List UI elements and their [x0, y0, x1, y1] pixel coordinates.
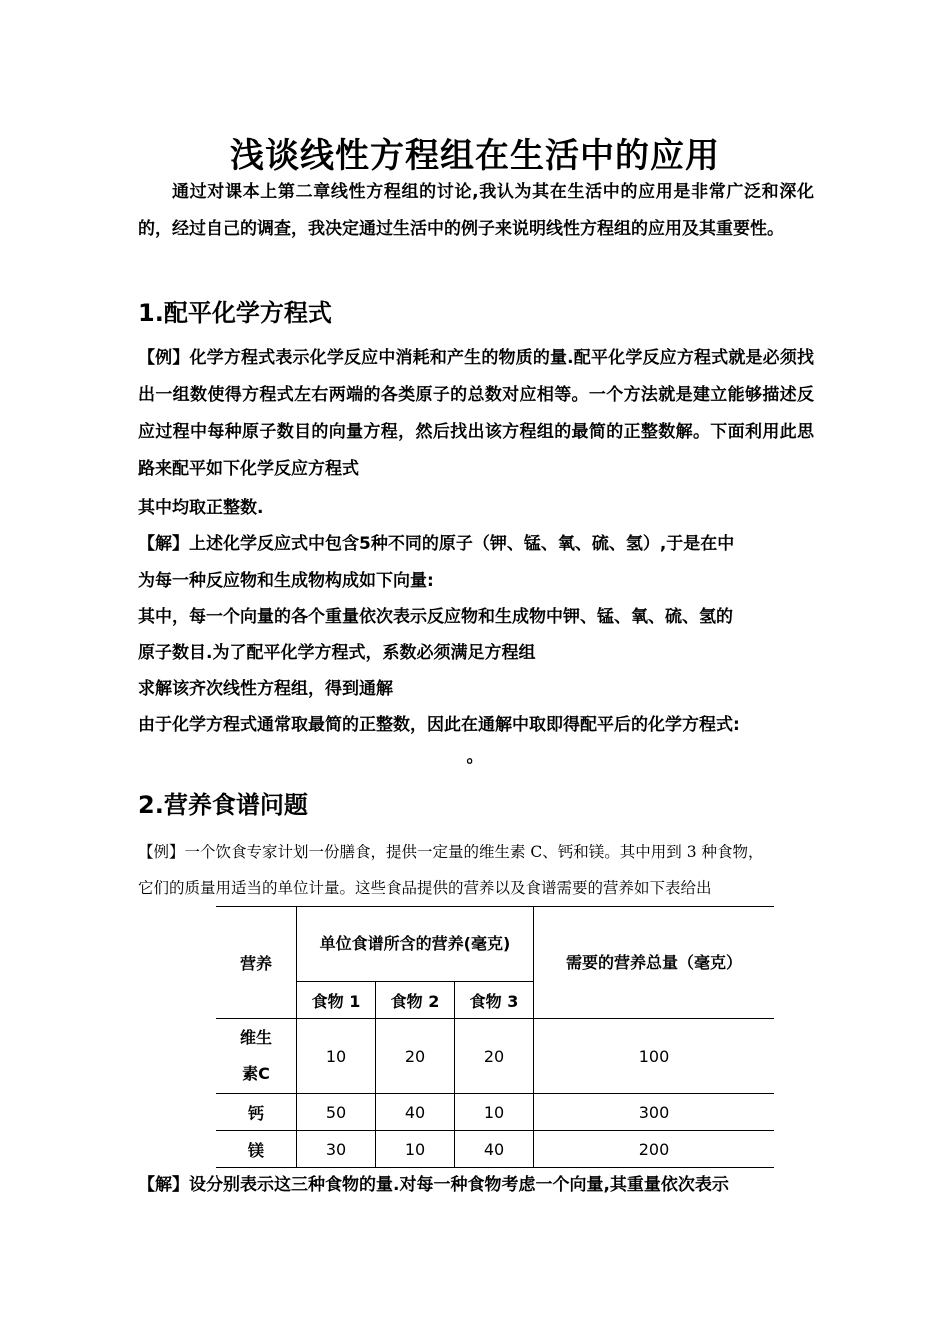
nutrition-table [216, 906, 774, 1168]
section1-example: 【例】化学方程式表示化学反应中消耗和产生的物质的量.配平化学反应方程式就是必须找出一组数使得方程式左右两端的各类原子的总数对应相等。一个方法就是建立能够描述反应过程中每种原子数目的向量方程，然后找出该方程组的最简的正整数解。下面利用此思路来配平如下化学反应方程式 [138, 348, 814, 479]
row-nutrient-name: 镁 [216, 1131, 297, 1168]
section1-solution-line1: 【解】上述化学反应式中包含5种不同的原子（钾、锰、氧、硫、氢）,于是在中 [138, 534, 735, 554]
row-value: 30 [297, 1131, 376, 1168]
header-food-2: 食物 2 [376, 982, 455, 1019]
row-value: 10 [376, 1131, 455, 1168]
row-nutrient-name: 钙 [216, 1094, 297, 1131]
section1-solution-line3: 其中，每一个向量的各个重量依次表示反应物和生成物中钾、锰、氧、硫、氢的 [138, 607, 733, 627]
section1-heading: 1.配平化学方程式 [138, 299, 332, 327]
section1-solution-line6: 由于化学方程式通常取最简的正整数，因此在通解中取即得配平后的化学方程式: [138, 715, 740, 735]
header-food-1: 食物 1 [297, 982, 376, 1019]
intro-paragraph: 通过对课本上第二章线性方程组的讨论,我认为其在生活中的应用是非常广泛和深化的，经过自己的调查，我决定通过生活中的例子来说明线性方程组的应用及其重要性。 [138, 182, 814, 239]
section1-integers-note: 其中均取正整数. [138, 498, 264, 518]
row-total: 100 [534, 1019, 775, 1094]
row-value: 10 [455, 1094, 534, 1131]
section1-end-mark: 。 [466, 747, 484, 767]
table-row [216, 1019, 774, 1094]
table-row [216, 1094, 774, 1131]
section2-example-line1: 【例】一个饮食专家计划一份膳食，提供一定量的维生素 C、钙和镁。其中用到 3 种食物， [138, 843, 764, 861]
header-per-unit: 单位食谱所含的营养(毫克) [297, 907, 534, 982]
row-value: 20 [376, 1019, 455, 1094]
header-food-3: 食物 3 [455, 982, 534, 1019]
row-value: 40 [376, 1094, 455, 1131]
row-value: 50 [297, 1094, 376, 1131]
row-total: 300 [534, 1094, 775, 1131]
document-title: 浅谈线性方程组在生活中的应用 [230, 136, 720, 176]
header-total: 需要的营养总量（毫克） [534, 907, 775, 1019]
row-value: 40 [455, 1131, 534, 1168]
section2-heading: 2.营养食谱问题 [138, 791, 308, 819]
row-value: 10 [297, 1019, 376, 1094]
section1-solution-line2: 为每一种反应物和生成物构成如下向量: [138, 571, 434, 591]
row-nutrient-name: 维生素C [216, 1019, 297, 1094]
section2-example-line2: 它们的质量用适当的单位计量。这些食品提供的营养以及食谱需要的营养如下表给出 [138, 879, 712, 897]
section1-solution-line5: 求解该齐次线性方程组，得到通解 [138, 679, 393, 699]
header-nutrient: 营养 [216, 907, 297, 1019]
row-total: 200 [534, 1131, 775, 1168]
section2-solution-line1: 【解】设分别表示这三种食物的量.对每一种食物考虑一个向量,其重量依次表示 [138, 1175, 729, 1195]
row-value: 20 [455, 1019, 534, 1094]
section1-solution-line4: 原子数目.为了配平化学方程式，系数必须满足方程组 [138, 643, 536, 663]
table-row [216, 1131, 774, 1168]
